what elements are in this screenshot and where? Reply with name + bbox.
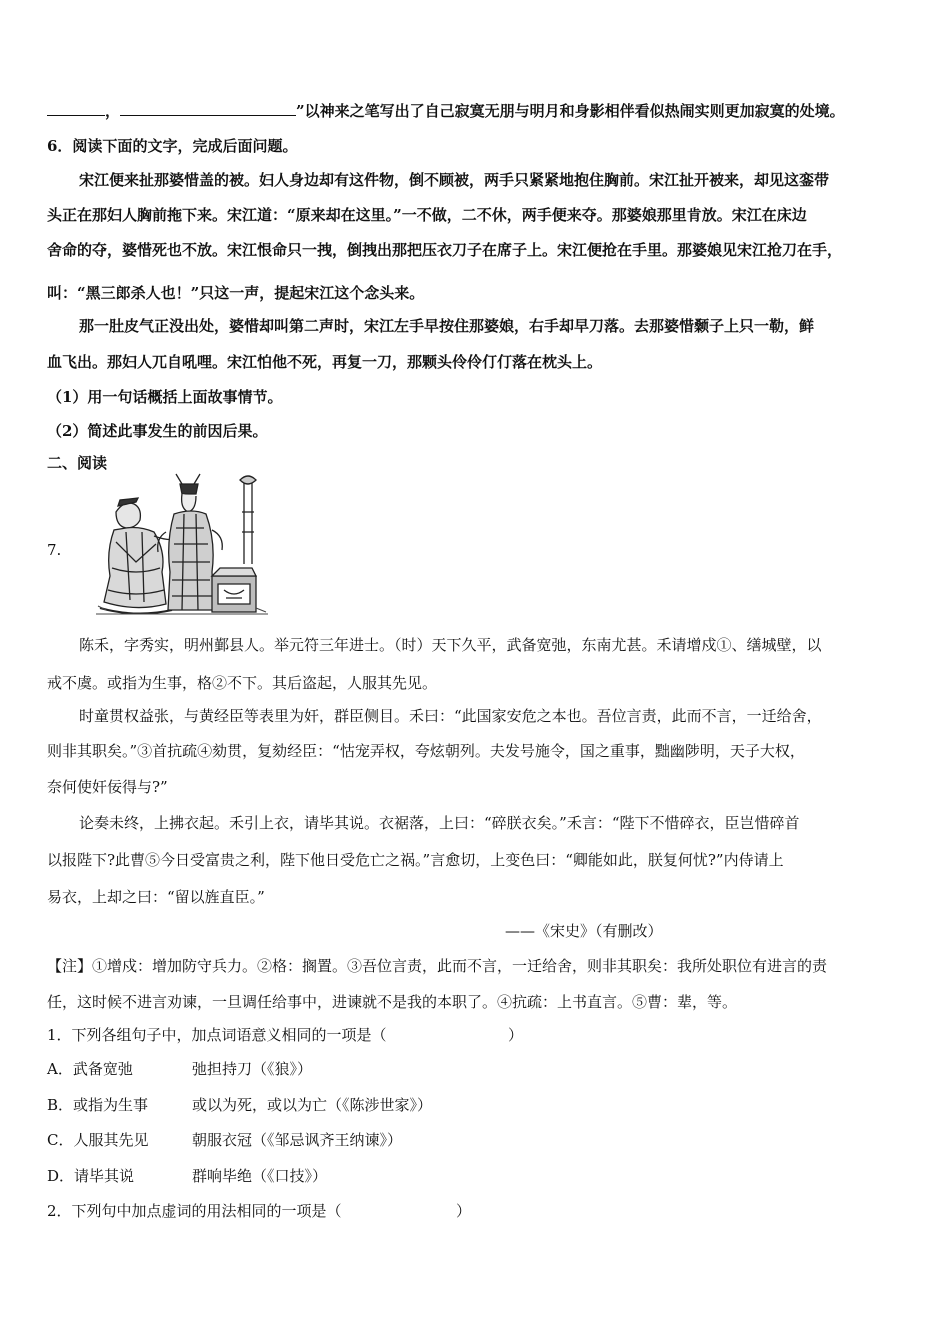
passage-line: 论奏未终，上拂衣起。禾引上衣，请毕其说。衣裾落，上曰：“碎朕衣矣。”禾言：“陛下不惜碎衣，臣岂惜碎首 — [79, 814, 800, 832]
note-line: 任，这时候不进言劝谏，一旦调任给事中，进谏就不是我的本职了。④抗疏：上书直言。⑤曹：辈，等。 — [47, 993, 738, 1011]
passage-line: 以报陛下?此曹⑤今日受富贵之利，陛下他日受危亡之祸。”言愈切，上变色曰：“卿能如此，朕复何忧?”内侍请上 — [47, 851, 784, 869]
passage-line: 宋江便来扯那婆惜盖的被。妇人身边却有这件物，倒不顾被，两手只紧紧地抱住胸前。宋江扯开被来，却见这銮带 — [79, 171, 830, 189]
sub-question-1: （1）用一句话概括上面故事情节。 — [47, 388, 283, 406]
passage-line: 奈何使奸佞得与?” — [47, 778, 168, 796]
mc-question-2-stem: 2．下列句中加点虚词的用法相同的一项是（ — [47, 1202, 342, 1220]
option-d[interactable]: D．请毕其说 — [47, 1167, 135, 1185]
passage-line: 陈禾，字秀实，明州鄞县人。举元符三年进士。（时）天下久平，武备宽弛，东南尤甚。禾请增戍①、缮城壁，以 — [79, 636, 822, 654]
mc-question-1-close: ） — [508, 1026, 524, 1044]
answer-blank-1[interactable] — [47, 101, 105, 116]
answer-blank-2[interactable] — [120, 101, 296, 116]
passage-line: 舍命的夺，婆惜死也不放。宋江恨命只一拽，倒拽出那把压衣刀子在席子上。宋江便抢在手里。那婆娘见宋江抢刀在手， — [47, 241, 843, 259]
fill-line-text: ”以神来之笔写出了自己寂寞无朋与明月和身影相伴看似热闹实则更加寂寞的处境。 — [296, 102, 845, 120]
passage-line: 那一肚皮气正没出处，婆惜却叫第二声时，宋江左手早按住那婆娘，右手却早刀落。去那婆惜颡子上只一勒，鲜 — [79, 317, 815, 335]
passage-line: 则非其职矣。”③首抗疏④劾贯，复劾经臣：“怙宠弄权，夸炫朝列。夫发号施令，国之重事，黜幽陟明，天子大权， — [47, 742, 805, 760]
option-c[interactable]: C．人服其先见 — [47, 1131, 149, 1149]
question-7-number: 7. — [47, 541, 62, 559]
option-a[interactable]: A．武备宽弛 — [47, 1060, 133, 1078]
fill-in-line: ， ”以神来之笔写出了自己寂寞无朋与明月和身影相伴看似热闹实则更加寂寞的处境。 — [47, 101, 845, 121]
option-d-compare: 群响毕绝（《口技》） — [192, 1167, 328, 1185]
passage-line: 头正在那妇人胸前拖下来。宋江道：“原来却在这里。”一不做，二不休，两手便来夺。那婆娘那里肯放。宋江在床边 — [47, 206, 807, 224]
passage-line: 戒不虞。或指为生事，格②不下。其后盗起，人服其先见。 — [47, 674, 438, 692]
note-line: 【注】①增戍：增加防守兵力。②格：搁置。③吾位言责，此而不言，一迁给舍，则非其职矣：我所处职位有进言的责 — [47, 957, 828, 975]
section-heading: 二、阅读 — [47, 454, 108, 472]
illustration-image — [96, 472, 268, 618]
source-citation: ——《宋史》（有删改） — [505, 922, 663, 940]
passage-line: 时童贯权益张，与黄经臣等表里为奸，群臣侧目。禾曰：“此国家安危之本也。吾位言责，此而不言，一迁给舍， — [79, 707, 822, 725]
option-b-compare: 或以为死，或以为亡（《陈涉世家》） — [192, 1096, 433, 1114]
option-b[interactable]: B．或指为生事 — [47, 1096, 149, 1114]
sub-question-2: （2）简述此事发生的前因后果。 — [47, 422, 268, 440]
option-a-compare: 弛担持刀（《狼》） — [192, 1060, 313, 1078]
option-c-compare: 朝服衣冠（《邹忌讽齐王纳谏》） — [192, 1131, 403, 1149]
passage-line: 血飞出。那妇人兀自吼哩。宋江怕他不死，再复一刀，那颗头伶伶仃仃落在枕头上。 — [47, 353, 603, 371]
question-6-title: 6．阅读下面的文字，完成后面问题。 — [47, 137, 298, 155]
passage-line: 易衣，上却之曰：“留以旌直臣。” — [47, 888, 265, 906]
mc-question-2-close: ） — [456, 1202, 472, 1220]
passage-line: 叫：“黑三郎杀人也！”只这一声，提起宋江这个念头来。 — [47, 284, 425, 302]
mc-question-1-stem: 1．下列各组句子中，加点词语意义相同的一项是（ — [47, 1026, 387, 1044]
